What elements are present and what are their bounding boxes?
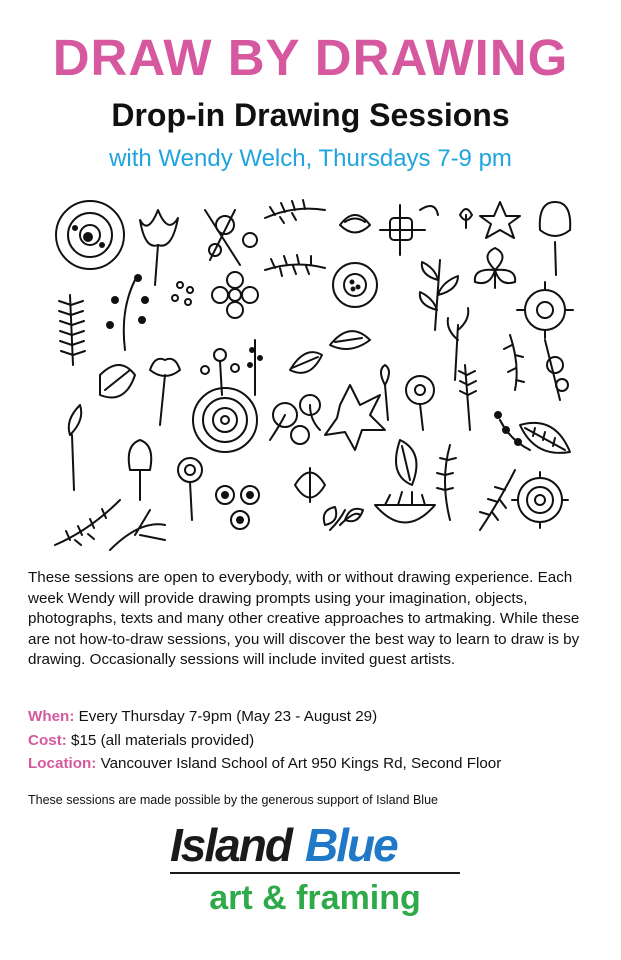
big-rose-doodle xyxy=(193,388,257,452)
cost-value: $15 (all materials provided) xyxy=(66,732,255,749)
leaf-garland-doodle xyxy=(265,255,325,276)
chevron-leaf-doodle xyxy=(330,331,370,349)
logo-divider xyxy=(170,872,460,874)
star-burst-doodle xyxy=(325,385,385,450)
support-note: These sessions are made possible by the generous support of Island Blue xyxy=(28,793,438,807)
succulent-doodle xyxy=(512,472,568,528)
flower-cluster-doodle xyxy=(205,210,257,265)
logo-island-text: Island xyxy=(170,819,291,871)
cross-flower-doodle xyxy=(380,205,438,255)
small-flower-doodle xyxy=(460,209,472,228)
floral-doodles-illustration xyxy=(40,190,585,555)
poster-tagline: with Wendy Welch, Thursdays 7-9 pm xyxy=(109,145,512,172)
tall-leaf-doodle xyxy=(396,440,416,485)
daisy-doodle xyxy=(212,272,258,318)
leaf-doodle xyxy=(290,352,322,373)
poster-title: DRAW BY DRAWING xyxy=(52,29,569,86)
wheat-doodle xyxy=(459,365,476,430)
berry-branch-doodle xyxy=(107,275,148,350)
bowl-flower-doodle xyxy=(375,492,435,523)
tulip-doodle xyxy=(140,210,178,285)
star-flower-doodle xyxy=(480,202,520,238)
willow-doodle xyxy=(504,335,524,390)
sprig-leaves-doodle xyxy=(324,507,363,530)
island-blue-logo xyxy=(170,820,460,930)
vine-doodle xyxy=(437,445,456,520)
drop-leaf-doodle xyxy=(295,468,325,502)
bud-doodle xyxy=(381,365,389,420)
fern-small-doodle xyxy=(480,470,515,530)
poster-subtitle: Drop-in Drawing Sessions xyxy=(111,97,510,133)
pod-stem-doodle xyxy=(69,405,82,490)
leafy-sprig-doodle xyxy=(420,260,458,330)
bell-stem-doodle xyxy=(129,440,152,500)
dotted-branch-doodle xyxy=(495,412,530,450)
location-row xyxy=(28,754,598,774)
poppy-doodle xyxy=(406,376,434,430)
dot-flowers-doodle xyxy=(216,486,259,529)
fern-doodle xyxy=(59,295,85,365)
logo-blue-text: Blue xyxy=(305,819,397,871)
large-leaf-doodle xyxy=(100,365,135,398)
tulip-stem-doodle xyxy=(150,359,180,425)
when-row xyxy=(28,707,598,727)
branch-doodle xyxy=(265,200,325,223)
location-label: Location: xyxy=(28,755,97,772)
when-value: Every Thursday 7-9pm (May 23 - August 29) xyxy=(74,708,378,725)
cost-label: Cost: xyxy=(28,732,67,749)
location-value: Vancouver Island School of Art 950 Kings Rd, Second Floor xyxy=(96,755,502,772)
pansy-doodle xyxy=(475,248,515,288)
leaf-bud-doodle xyxy=(340,215,370,233)
twig-doodle xyxy=(110,510,165,550)
ground-fern-doodle xyxy=(55,500,120,545)
sunflower-doodle xyxy=(333,263,377,307)
description-paragraph: These sessions are open to everybody, with or without drawing experience. Each week Wendy will provide drawing prompts using your imagination, objects, photographs, texts and many other creative approaches to artmaking. While these are not how-to-draw sessions, you will discover the best way to learn to draw is by drawing. Occasionally sessions will include invited guest artists. xyxy=(28,569,580,668)
logo-tagline: art & framing xyxy=(209,879,421,917)
ornate-flower-doodle xyxy=(517,282,573,338)
dotted-stem-doodle xyxy=(248,340,262,395)
dot-flower-doodle xyxy=(172,282,193,305)
seed-pod-doodle xyxy=(545,340,568,400)
bouquet-doodle xyxy=(270,395,320,444)
bell-flower-doodle xyxy=(540,202,570,275)
when-label: When: xyxy=(28,708,75,725)
cost-row xyxy=(28,731,598,751)
sunflower-small-doodle xyxy=(178,458,202,520)
rose-doodle xyxy=(56,201,124,269)
